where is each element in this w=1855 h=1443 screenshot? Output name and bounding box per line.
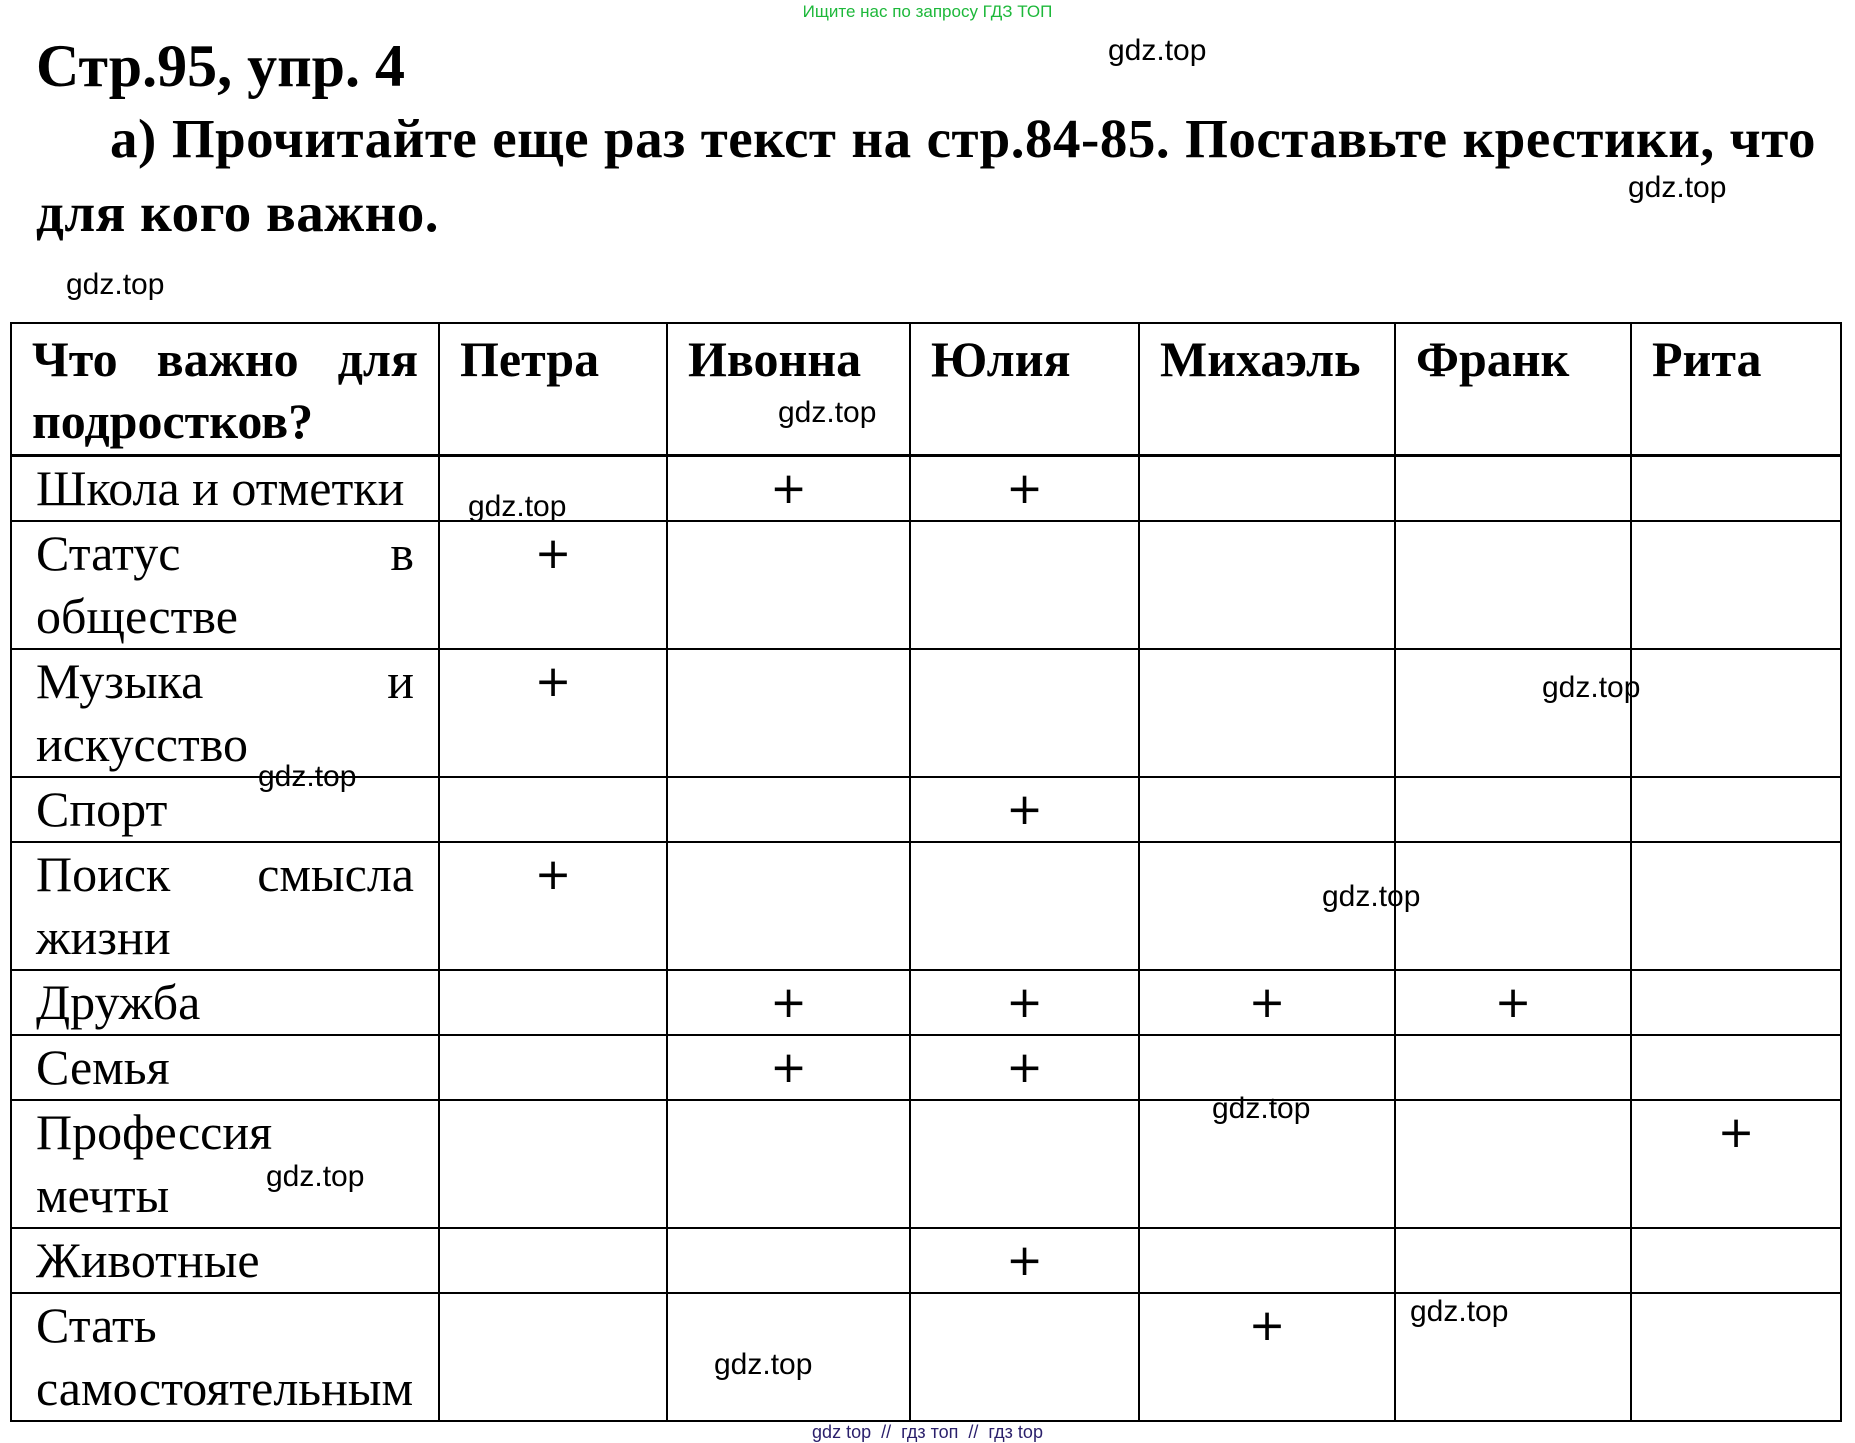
table-row <box>11 842 1841 970</box>
mark-cell: + <box>439 842 667 970</box>
mark-cell <box>1631 1293 1841 1421</box>
row-topic: Животные <box>11 1228 439 1293</box>
mark-cell: + <box>667 456 910 522</box>
mark-cell <box>1139 1035 1395 1100</box>
mark-cell <box>1395 521 1631 649</box>
mark-cell: + <box>1139 1293 1395 1421</box>
watermark: gdz.top <box>1410 1295 1509 1328</box>
mark-cell <box>1631 649 1841 777</box>
mark-cell <box>439 1293 667 1421</box>
watermark: gdz.top <box>1628 171 1727 204</box>
mark-cell <box>439 970 667 1035</box>
mark-cell <box>667 1100 910 1228</box>
search-hint-banner: Ищите нас по запросу ГДЗ ТОП <box>802 2 1053 21</box>
row-topic: Семья <box>11 1035 439 1100</box>
mark-cell: + <box>439 521 667 649</box>
mark-cell <box>667 777 910 842</box>
mark-cell: + <box>910 1228 1139 1293</box>
column-header-mikhael: Михаэль <box>1139 323 1395 456</box>
mark-cell <box>1395 842 1631 970</box>
mark-cell <box>1631 1228 1841 1293</box>
table-row <box>11 970 1841 1035</box>
mark-cell <box>1631 521 1841 649</box>
row-topic: Школа и отметки <box>11 456 439 522</box>
page-title: Стр.95, упр. 4 <box>36 33 406 99</box>
mark-cell <box>439 1100 667 1228</box>
watermark: gdz.top <box>1542 671 1641 704</box>
footer-links: gdz top // гдз топ // гдз top <box>812 1422 1043 1442</box>
mark-cell <box>1139 777 1395 842</box>
mark-cell <box>439 777 667 842</box>
watermark: gdz.top <box>66 268 165 301</box>
task-instruction: а) Прочитайте еще раз текст на стр.84-85. Поставьте крестики, что для кого важно. <box>36 108 1816 243</box>
mark-cell <box>1631 970 1841 1035</box>
mark-cell <box>667 842 910 970</box>
watermark: gdz.top <box>714 1348 813 1381</box>
column-header-yulia: Юлия <box>910 323 1139 456</box>
mark-cell <box>1631 842 1841 970</box>
row-topic: Стать самостоятельным <box>11 1293 439 1421</box>
mark-cell <box>1139 1228 1395 1293</box>
column-header-rita: Рита <box>1631 323 1841 456</box>
row-topic: Профессия мечты <box>11 1100 439 1228</box>
table-row <box>11 521 1841 649</box>
mark-cell <box>1139 649 1395 777</box>
mark-cell <box>667 649 910 777</box>
row-topic: Спорт <box>11 777 439 842</box>
mark-cell: + <box>910 777 1139 842</box>
watermark: gdz.top <box>258 760 357 793</box>
watermark: gdz.top <box>1322 880 1421 913</box>
mark-cell <box>910 649 1139 777</box>
mark-cell: + <box>910 456 1139 522</box>
row-topic: Поиск смысла жизни <box>11 842 439 970</box>
mark-cell <box>1395 1100 1631 1228</box>
watermark: gdz.top <box>1212 1092 1311 1125</box>
mark-cell <box>1395 777 1631 842</box>
mark-cell: + <box>439 649 667 777</box>
table-row <box>11 456 1841 522</box>
mark-cell <box>1395 1228 1631 1293</box>
mark-cell: + <box>1139 970 1395 1035</box>
mark-cell <box>667 521 910 649</box>
mark-cell <box>439 1035 667 1100</box>
mark-cell: + <box>1395 970 1631 1035</box>
table-row <box>11 1228 1841 1293</box>
mark-cell <box>1395 649 1631 777</box>
watermark: gdz.top <box>468 490 567 523</box>
row-topic: Музыка и искусство <box>11 649 439 777</box>
mark-cell: + <box>910 970 1139 1035</box>
mark-cell <box>1395 1035 1631 1100</box>
mark-cell <box>1139 521 1395 649</box>
table-row <box>11 649 1841 777</box>
column-header-petra: Петра <box>439 323 667 456</box>
column-header-topic: Что важно для подростков? <box>11 323 439 456</box>
mark-cell: + <box>910 1035 1139 1100</box>
mark-cell: + <box>667 1035 910 1100</box>
mark-cell <box>910 842 1139 970</box>
column-header-ivonna: Ивонна <box>667 323 910 456</box>
mark-cell <box>1631 777 1841 842</box>
mark-cell: + <box>1631 1100 1841 1228</box>
watermark: gdz.top <box>266 1160 365 1193</box>
mark-cell <box>910 1293 1139 1421</box>
mark-cell <box>910 521 1139 649</box>
watermark: gdz.top <box>778 396 877 429</box>
answers-table <box>10 322 1842 1422</box>
table-row <box>11 1035 1841 1100</box>
column-header-frank: Франк <box>1395 323 1631 456</box>
mark-cell: + <box>667 970 910 1035</box>
mark-cell <box>1631 1035 1841 1100</box>
table-row <box>11 1293 1841 1421</box>
mark-cell <box>1631 456 1841 522</box>
mark-cell <box>439 1228 667 1293</box>
mark-cell <box>667 1228 910 1293</box>
mark-cell <box>910 1100 1139 1228</box>
table-header-row <box>11 323 1841 456</box>
mark-cell <box>1395 456 1631 522</box>
mark-cell <box>1139 456 1395 522</box>
row-topic: Дружба <box>11 970 439 1035</box>
watermark: gdz.top <box>1108 34 1207 67</box>
row-topic: Статус в обществе <box>11 521 439 649</box>
